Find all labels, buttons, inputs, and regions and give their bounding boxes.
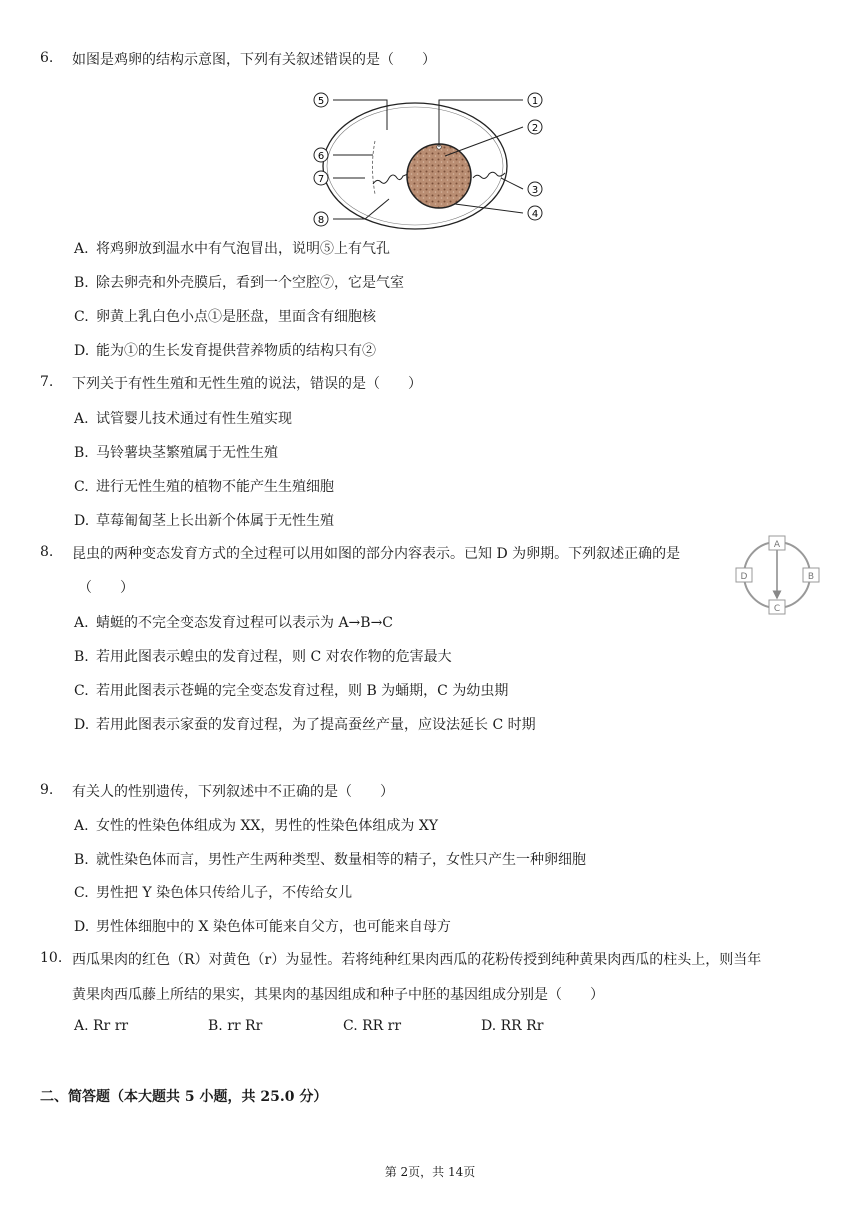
question-stem: 有关人的性别遗传，下列叙述中不正确的是（ ）	[72, 784, 394, 800]
option-a: A. 将鸡卵放到温水中有气泡冒出，说明⑤上有气孔	[74, 241, 390, 257]
svg-text:1: 1	[531, 96, 539, 107]
question-number: 6.	[40, 50, 54, 66]
stage-label-a: A	[773, 540, 781, 550]
option-c: C. 若用此图表示苍蝇的完全变态发育过程，则 B 为蛹期，C 为幼虫期	[74, 683, 509, 699]
svg-text:4: 4	[531, 209, 539, 220]
label-7	[314, 171, 328, 185]
leader-3	[501, 178, 523, 189]
question-number: 7.	[40, 374, 54, 390]
svg-text:5: 5	[317, 96, 325, 107]
option-a: A. 女性的性染色体组成为 XX，男性的性染色体组成为 XY	[74, 818, 439, 834]
question-number: 8.	[40, 544, 54, 560]
option-c: C. 进行无性生殖的植物不能产生生殖细胞	[74, 479, 334, 495]
egg-structure-diagram	[305, 86, 555, 231]
svg-text:2: 2	[531, 123, 539, 134]
svg-text:8: 8	[317, 215, 325, 226]
insect-cycle-diagram	[734, 532, 822, 618]
option-d: D. 草莓匍匐茎上长出新个体属于无性生殖	[74, 513, 334, 529]
option-a: A. 试管婴儿技术通过有性生殖实现	[74, 411, 292, 427]
question-stem-cont: （ ）	[78, 580, 134, 596]
option-b: B. rr Rr	[208, 1018, 263, 1034]
svg-text:3: 3	[531, 185, 539, 196]
option-b: B. 若用此图表示蝗虫的发育过程，则 C 对农作物的危害最大	[74, 649, 452, 665]
question-stem: 西瓜果肉的红色（R）对黄色（r）为显性。若将纯种红果肉西瓜的花粉传授到纯种黄果肉西瓜的柱头上，则当年	[72, 952, 762, 968]
option-c: C. 男性把 Y 染色体只传给儿子，不传给女儿	[74, 885, 353, 901]
question-stem: 如图是鸡卵的结构示意图，下列有关叙述错误的是（ ）	[72, 52, 436, 68]
label-2	[528, 120, 542, 134]
yolk	[407, 144, 471, 208]
label-8	[314, 212, 328, 226]
option-d: D. 若用此图表示家蚕的发育过程，为了提高蚕丝产量，应设法延长 C 时期	[74, 717, 536, 733]
question-stem: 下列关于有性生殖和无性生殖的说法，错误的是（ ）	[72, 376, 422, 392]
option-d: D. 男性体细胞中的 X 染色体可能来自父方，也可能来自母方	[74, 919, 451, 935]
stage-label-c: C	[773, 604, 781, 614]
option-a: A. 蜻蜓的不完全变态发育过程可以表示为 A→B→C	[74, 615, 394, 631]
label-6	[314, 148, 328, 162]
label-5	[314, 93, 328, 107]
option-b: B. 马铃薯块茎繁殖属于无性生殖	[74, 445, 278, 461]
stage-label-b: B	[807, 572, 815, 582]
svg-text:7: 7	[317, 174, 325, 185]
question-number: 10.	[40, 950, 63, 966]
section-heading: 二、简答题（本大题共 5 小题，共 25.0 分）	[40, 1089, 328, 1105]
question-number: 9.	[40, 782, 54, 798]
option-c: C. 卵黄上乳白色小点①是胚盘，里面含有细胞核	[74, 309, 376, 325]
option-b: B. 就性染色体而言，男性产生两种类型、数量相等的精子，女性只产生一种卵细胞	[74, 852, 586, 868]
stage-label-d: D	[740, 572, 748, 582]
option-b: B. 除去卵壳和外壳膜后，看到一个空腔⑦，它是气室	[74, 275, 404, 291]
svg-text:6: 6	[317, 151, 325, 162]
label-4	[528, 206, 542, 220]
question-stem: 昆虫的两种变态发育方式的全过程可以用如图的部分内容表示。已知 D 为卵期。下列叙述正确的是	[72, 546, 681, 562]
option-d: D. 能为①的生长发育提供营养物质的结构只有②	[74, 343, 376, 359]
page-footer: 第 2页，共 14页	[384, 1165, 476, 1179]
option-d: D. RR Rr	[481, 1018, 544, 1034]
question-stem-cont: 黄果肉西瓜藤上所结的果实，其果肉的基因组成和种子中胚的基因组成分别是（ ）	[72, 987, 604, 1003]
label-1	[528, 93, 542, 107]
option-a: A. Rr rr	[74, 1018, 129, 1034]
label-3	[528, 182, 542, 196]
option-c: C. RR rr	[343, 1018, 402, 1034]
